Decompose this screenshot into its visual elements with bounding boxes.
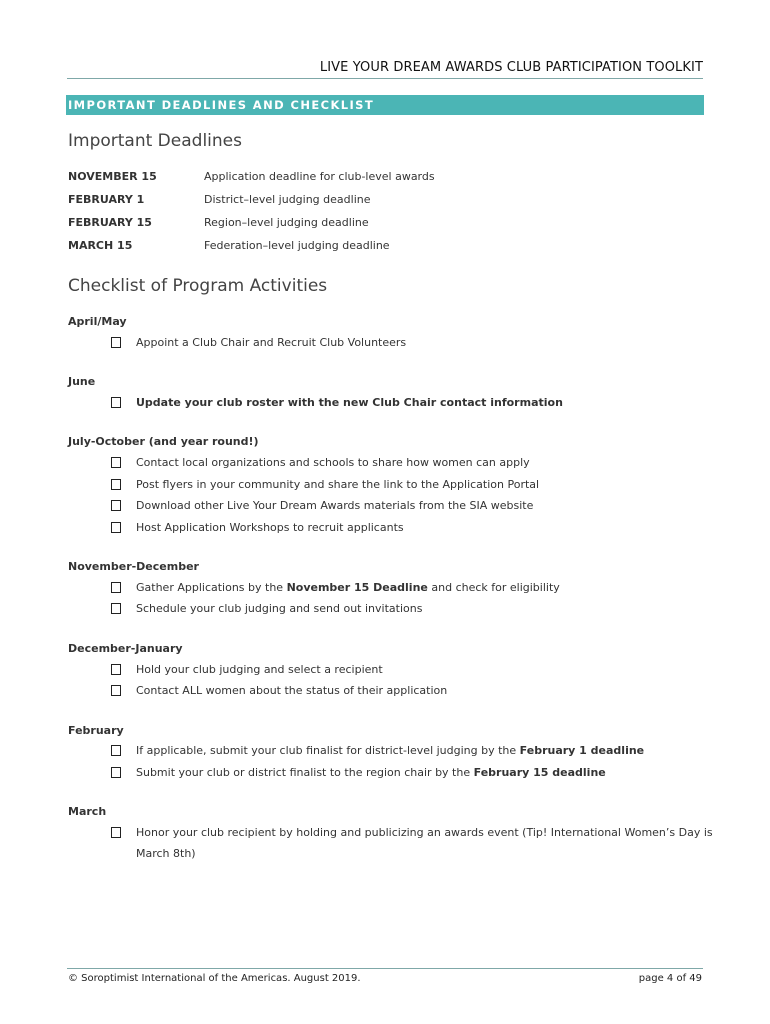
checklist-item-text — [136, 762, 721, 783]
checklist-item-text: Post flyers in your community and share the link to the Application Portal — [136, 478, 540, 491]
item-text-part: Gather Applications by the — [136, 581, 287, 594]
deadline-row — [68, 239, 708, 257]
item-deadline-emphasis: February 15 deadline — [473, 766, 606, 779]
checkbox[interactable] — [111, 603, 121, 614]
item-text-part: and check for eligibility — [427, 581, 560, 594]
checklist-item-text — [136, 740, 721, 761]
deadline-description: Federation–level judging deadline — [204, 239, 390, 252]
period-label: July-October (and year round!) — [68, 435, 259, 448]
deadline-description: Region–level judging deadline — [204, 216, 369, 229]
checkbox[interactable] — [111, 664, 121, 675]
header-divider — [67, 78, 703, 79]
deadline-row — [68, 193, 708, 211]
checkbox[interactable] — [111, 337, 121, 348]
deadline-date: FEBRUARY 15 — [68, 216, 152, 229]
checkbox[interactable] — [111, 827, 121, 838]
deadline-date: NOVEMBER 15 — [68, 170, 157, 183]
deadlines-heading: Important Deadlines — [68, 131, 242, 151]
section-banner-text: IMPORTANT DEADLINES AND CHECKLIST — [68, 98, 375, 112]
checkbox[interactable] — [111, 500, 121, 511]
checkbox[interactable] — [111, 479, 121, 490]
checklist-item-text: Schedule your club judging and send out invitations — [136, 602, 423, 615]
checklist-item-text: Contact local organizations and schools to share how women can apply — [136, 456, 530, 469]
period-label: November-December — [68, 560, 199, 573]
checklist-item-text: Honor your club recipient by holding and publicizing an awards event (Tip! International Women’s Day is March 8th) — [136, 826, 713, 860]
page-number: page 4 of 49 — [638, 973, 702, 984]
period-label: February — [68, 724, 124, 737]
deadline-date: MARCH 15 — [68, 239, 133, 252]
checklist-item-text: Hold your club judging and select a recipient — [136, 663, 383, 676]
checkbox[interactable] — [111, 522, 121, 533]
checklist-item-text: Update your club roster with the new Club Chair contact information — [136, 396, 563, 409]
period-label: June — [68, 375, 96, 388]
checklist-item-text: Host Application Workshops to recruit applicants — [136, 521, 404, 534]
item-text-part: If applicable, submit your club finalist for district-level judging by the — [136, 744, 520, 757]
checklist-item-text: Appoint a Club Chair and Recruit Club Volunteers — [136, 336, 407, 349]
checkbox[interactable] — [111, 582, 121, 593]
checkbox[interactable] — [111, 397, 121, 408]
section-banner — [66, 95, 704, 115]
item-text-part: Submit your club or district finalist to the region chair by the — [136, 766, 474, 779]
checklist-item-text: Download other Live Your Dream Awards materials from the SIA website — [136, 499, 534, 512]
period-label: December-January — [68, 642, 183, 655]
checklist-heading: Checklist of Program Activities — [68, 276, 328, 296]
footer-copyright: © Soroptimist International of the Americas. August 2019. — [68, 973, 361, 984]
checkbox[interactable] — [111, 457, 121, 468]
footer-divider — [67, 968, 703, 969]
deadline-description: District–level judging deadline — [204, 193, 371, 206]
period-label: April/May — [68, 315, 127, 328]
checklist-item-text — [136, 577, 721, 598]
deadline-row — [68, 170, 708, 188]
checkbox[interactable] — [111, 685, 121, 696]
checklist-item-text: Contact ALL women about the status of their application — [136, 684, 448, 697]
period-label: March — [68, 805, 107, 818]
deadline-row — [68, 216, 708, 234]
item-deadline-emphasis: February 1 deadline — [519, 744, 645, 757]
item-deadline-emphasis: November 15 Deadline — [286, 581, 428, 594]
document-header-title: LIVE YOUR DREAM AWARDS CLUB PARTICIPATION TOOLKIT — [319, 60, 703, 75]
deadline-date: FEBRUARY 1 — [68, 193, 145, 206]
checkbox[interactable] — [111, 745, 121, 756]
checkbox[interactable] — [111, 767, 121, 778]
deadline-description: Application deadline for club-level awards — [204, 170, 435, 183]
